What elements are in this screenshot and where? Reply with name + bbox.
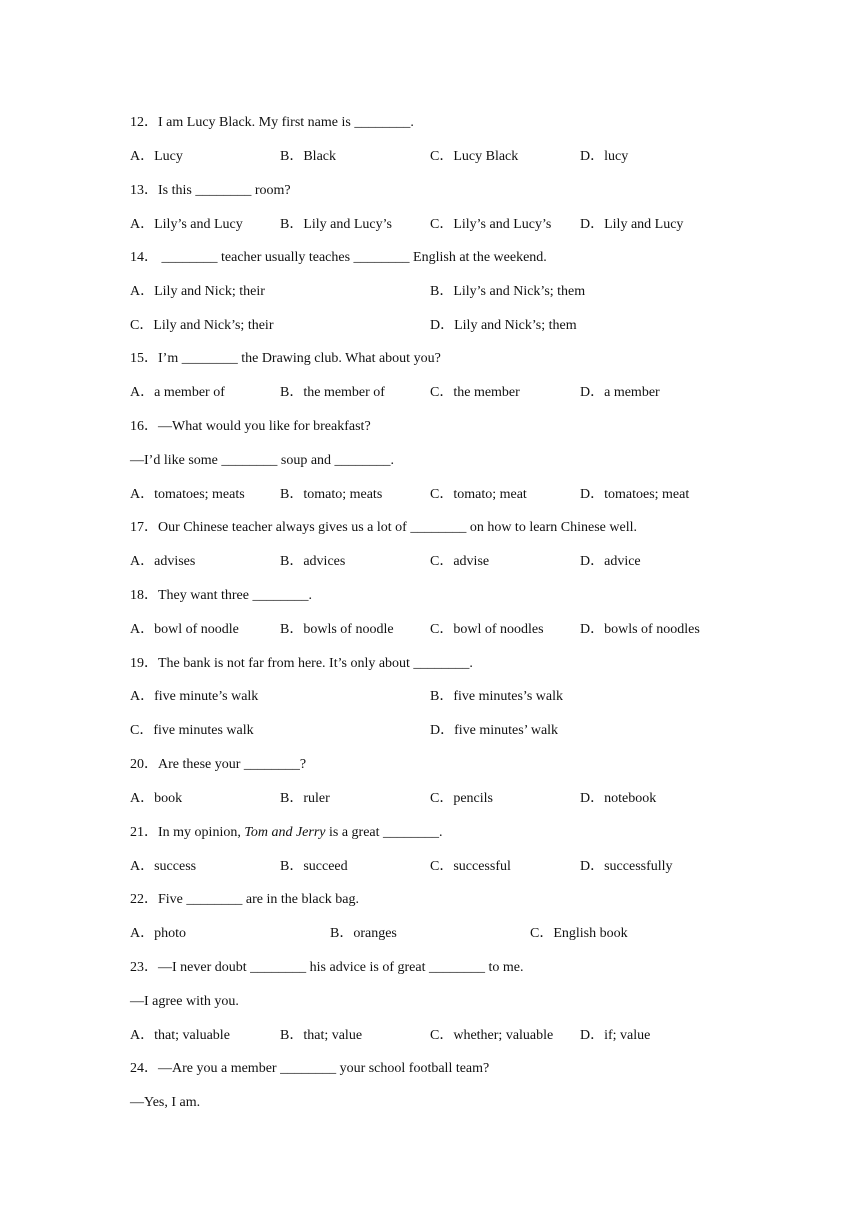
question-13-stem: 13．Is this ________ room? bbox=[130, 183, 291, 198]
question-21-stem-post: is a great ________. bbox=[325, 825, 443, 840]
question-22-option-a: A．photo bbox=[130, 926, 186, 941]
question-15-option-a: A．a member of bbox=[130, 385, 225, 400]
question-24-stem-reply: —Yes, I am. bbox=[130, 1095, 201, 1110]
question-23-option-c: C．whether; valuable bbox=[430, 1028, 554, 1043]
question-20-stem: 20．Are these your ________? bbox=[130, 757, 307, 772]
question-12-stem: 12．I am Lucy Black. My first name is ________. bbox=[130, 115, 414, 130]
question-15-option-b: B．the member of bbox=[280, 385, 385, 400]
question-16-option-c: C．tomato; meat bbox=[430, 487, 527, 502]
question-17-stem: 17．Our Chinese teacher always gives us a lot of ________ on how to learn Chinese well. bbox=[130, 520, 638, 535]
question-20-option-a: A．book bbox=[130, 791, 183, 806]
question-12-option-b: B．Black bbox=[280, 149, 336, 164]
question-15-option-c: C．the member bbox=[430, 385, 520, 400]
question-16-option-b: B．tomato; meats bbox=[280, 487, 383, 502]
question-21-option-c: C．successful bbox=[430, 859, 511, 874]
question-19-option-c: C．five minutes walk bbox=[130, 723, 254, 738]
question-21-stem-title: Tom and Jerry bbox=[244, 825, 326, 840]
question-21-option-d: D．successfully bbox=[580, 859, 673, 874]
question-17-option-c: C．advise bbox=[430, 554, 490, 569]
question-21-option-b: B．succeed bbox=[280, 859, 348, 874]
question-18-option-b: B．bowls of noodle bbox=[280, 622, 394, 637]
question-19-option-a: A．five minute’s walk bbox=[130, 689, 259, 704]
question-14-stem: 14． ________ teacher usually teaches ________ English at the weekend. bbox=[130, 250, 547, 265]
question-24-stem: 24．—Are you a member ________ your school football team? bbox=[130, 1061, 490, 1076]
question-17-option-d: D．advice bbox=[580, 554, 641, 569]
question-23-stem-reply: —I agree with you. bbox=[130, 994, 239, 1009]
question-18-option-a: A．bowl of noodle bbox=[130, 622, 239, 637]
question-12-option-a: A．Lucy bbox=[130, 149, 183, 164]
question-14-option-b: B．Lily’s and Nick’s; them bbox=[430, 284, 586, 299]
question-19-option-d: D．five minutes’ walk bbox=[430, 723, 559, 738]
question-21-stem-pre: 21．In my opinion, bbox=[130, 825, 245, 840]
question-17-option-a: A．advises bbox=[130, 554, 196, 569]
question-18-stem: 18．They want three ________. bbox=[130, 588, 312, 603]
question-13-option-d: D．Lily and Lucy bbox=[580, 217, 684, 232]
question-19-stem: 19．The bank is not far from here. It’s only about ________. bbox=[130, 656, 473, 671]
question-13-option-a: A．Lily’s and Lucy bbox=[130, 217, 243, 232]
question-12-option-c: C．Lucy Black bbox=[430, 149, 519, 164]
question-12-option-d: D．lucy bbox=[580, 149, 629, 164]
question-22-stem: 22．Five ________ are in the black bag. bbox=[130, 892, 360, 907]
question-18-option-d: D．bowls of noodles bbox=[580, 622, 700, 637]
question-13-option-c: C．Lily’s and Lucy’s bbox=[430, 217, 552, 232]
question-20-option-d: D．notebook bbox=[580, 791, 657, 806]
question-18-option-c: C．bowl of noodles bbox=[430, 622, 544, 637]
question-16-stem-reply: —I’d like some ________ soup and ________. bbox=[130, 453, 395, 468]
question-21-stem bbox=[130, 824, 443, 842]
question-22-option-b: B．oranges bbox=[330, 926, 397, 941]
question-14-option-a: A．Lily and Nick; their bbox=[130, 284, 265, 299]
question-14-option-d: D．Lily and Nick’s; them bbox=[430, 318, 577, 333]
question-17-option-b: B．advices bbox=[280, 554, 346, 569]
question-13-option-b: B．Lily and Lucy’s bbox=[280, 217, 392, 232]
question-16-stem: 16．—What would you like for breakfast? bbox=[130, 419, 371, 434]
question-23-option-a: A．that; valuable bbox=[130, 1028, 230, 1043]
question-20-option-c: C．pencils bbox=[430, 791, 493, 806]
question-16-option-d: D．tomatoes; meat bbox=[580, 487, 690, 502]
question-21-option-a: A．success bbox=[130, 859, 197, 874]
question-20-option-b: B．ruler bbox=[280, 791, 330, 806]
question-23-stem: 23．—I never doubt ________ his advice is of great ________ to me. bbox=[130, 960, 524, 975]
question-15-option-d: D．a member bbox=[580, 385, 660, 400]
question-15-stem: 15．I’m ________ the Drawing club. What about you? bbox=[130, 351, 441, 366]
question-23-option-b: B．that; value bbox=[280, 1028, 363, 1043]
question-16-option-a: A．tomatoes; meats bbox=[130, 487, 245, 502]
question-19-option-b: B．five minutes’s walk bbox=[430, 689, 563, 704]
question-22-option-c: C．English book bbox=[530, 926, 628, 941]
question-23-option-d: D．if; value bbox=[580, 1028, 651, 1043]
question-14-option-c: C．Lily and Nick’s; their bbox=[130, 318, 274, 333]
